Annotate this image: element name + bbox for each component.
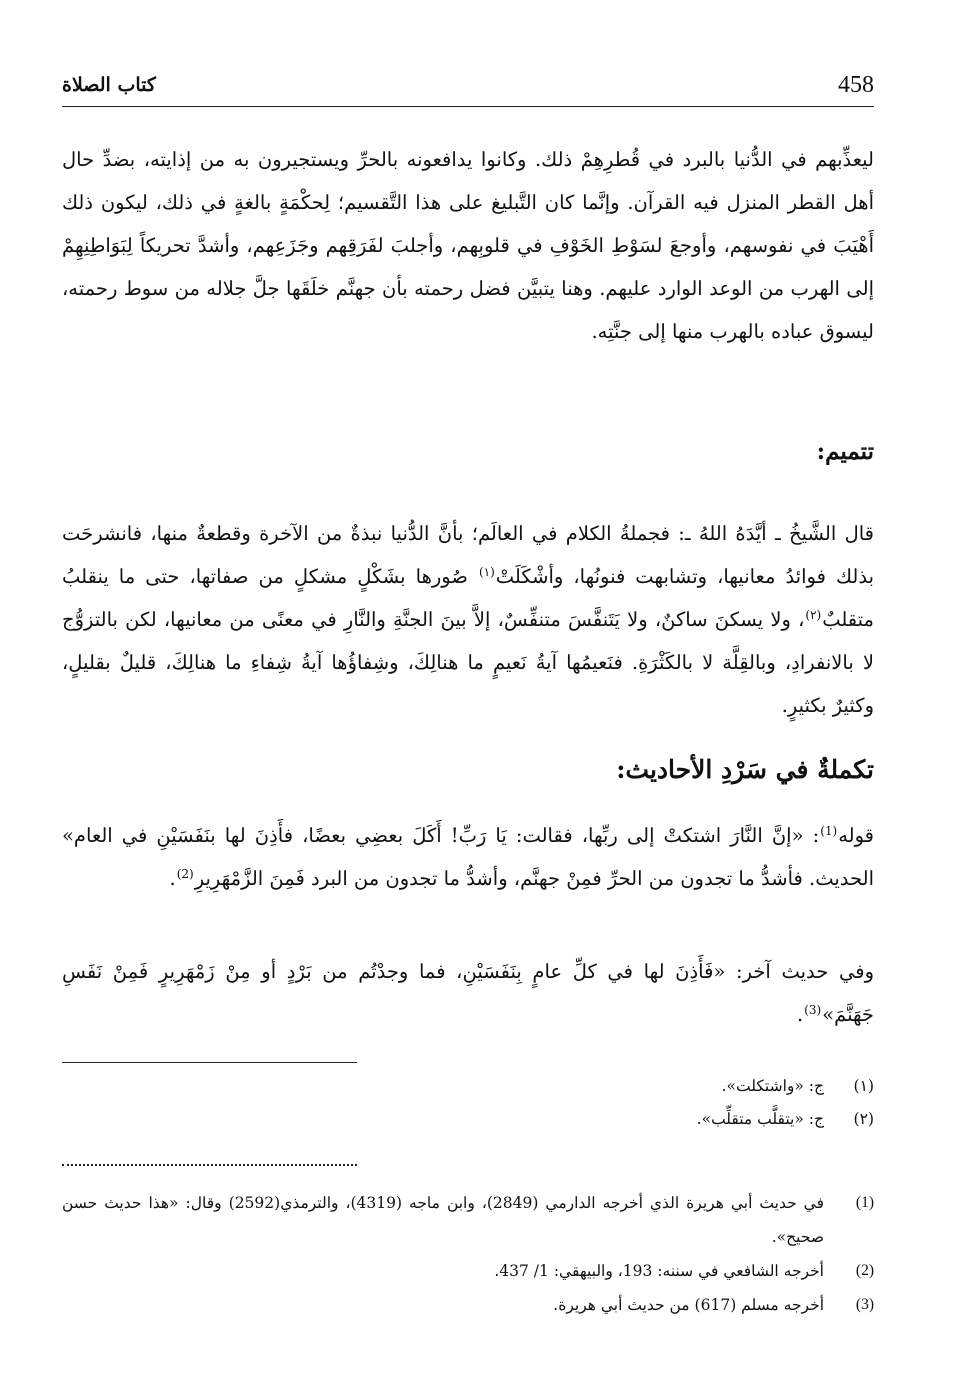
- book-page: [62, 62, 874, 1362]
- paragraph-3-part-1: قوله: [838, 824, 874, 847]
- paragraph-3-part-2: : «إنَّ النَّارَ اشتكتْ إلى ربِّها، فقالت: يَا رَبِّ! أَكَلَ بعضِي بعضًا، فأَذِنَ لها بنَفَسَيْنِ في العام» الحديث. فأشدُّ ما تجدون من الحرِّ فمِنْ جهنَّم، وأشدُّ ما تجدون من البرد فَمِنَ الزَّمْهَرِيرِ: [62, 824, 874, 890]
- editor-footnotes: [62, 1070, 874, 1136]
- footnote-ref-takhrij-2[interactable]: (2): [176, 866, 194, 881]
- footnote-text: ج: «واشتكلت».: [721, 1077, 824, 1095]
- paragraph-3-text: [62, 814, 874, 900]
- footnote-text: في حديث أبي هريرة الذي أخرجه الدارمي (2849)، وابن ماجه (4319)، والترمذي(2592) وقال: «هذا حديث حسن صحيح».: [62, 1194, 824, 1246]
- header-rule: [62, 106, 874, 107]
- paragraph-1: [62, 138, 874, 353]
- footnote-ref-takhrij-1[interactable]: (1): [820, 823, 838, 838]
- footnote-text: أخرجه مسلم (617) من حديث أبي هريرة.: [553, 1296, 824, 1314]
- heading-tatmim: تتميم:: [816, 438, 874, 465]
- footnote-number: (3): [855, 1296, 874, 1313]
- takhrij-footnote: [62, 1288, 874, 1322]
- footnote-ref-editor-2[interactable]: (٢): [805, 607, 822, 622]
- paragraph-4-part-1: وفي حديث آخر: «فَأَذِنَ لها في كلِّ عامٍ بِنَفَسَيْنِ، فما وجدْتُم من بَرْدٍ أو مِنْ زَمْهَرِيرٍ فَمِنْ نَفَسِ جَهَنَّمَ»: [62, 960, 874, 1026]
- footnote-number: (١): [853, 1077, 874, 1095]
- paragraph-2-part-1: قال الشَّيخُ ـ أيَّدَهُ اللهُ ـ: فجملةُ الكلام في العالَم؛ بأنَّ الدُّنيا نبذةٌ من الآخرة وقطعةٌ منها، فانشرحَت بذلك فوائدُ معانيها، وتشابهت فنونُها، وأشْكَلَتْ: [62, 522, 874, 588]
- editor-footnote: [62, 1070, 874, 1103]
- running-title: كتاب الصلاة: [62, 74, 156, 96]
- paragraph-2-part-2: صُورها بشَكْلٍ مشكلٍ من صفاتها، حتى ما ينقلبُ متقلبٌ: [62, 565, 874, 631]
- editor-footnote: [62, 1103, 874, 1136]
- section-heading-takmila: [62, 750, 874, 790]
- paragraph-1-text: ليعذِّبهم في الدُّنيا بالبرد في قُطرِهِمْ ذلك. وكانوا يدافعونه بالحرِّ ويستجيرون به من إذايته، بضدِّ حال أهل القطر المنزل فيه القرآن. وإنَّما كان التَّبليغ على هذا التَّقسيم؛ لِحكْمَةٍ بالغةٍ في ذلك، ليكون ذلك أَهْيَبَ في نفوسهم، وأوجعَ لسَوْطِ الخَوْفِ في قلوبِهم، وأجلبَ لفَرَقِهم وجَزَعِهم، وأشدَّ تحريكاً لِبَوَاطِنِهِمْ إلى الهرب من الوعد الوارد عليهم. وهنا يتبيَّن فضل رحمته بأن جهنَّم خلَقَها جلَّ جلاله من سوط رحمته، ليسوق عباده بالهرب منها إلى جنَّتِه.: [62, 148, 874, 343]
- takhrij-footnote: [62, 1254, 874, 1288]
- page-number: 458: [838, 72, 874, 98]
- paragraph-3: [62, 814, 874, 900]
- paragraph-2-text: [62, 512, 874, 727]
- footnote-ref-editor-1[interactable]: (١): [478, 564, 495, 579]
- footnote-separator: [62, 1062, 357, 1063]
- section-heading-tatmim: [62, 432, 874, 472]
- footnote-text: ج: «يتقلَّب متقلِّب».: [696, 1110, 824, 1128]
- dotted-footnote-separator: [62, 1164, 357, 1166]
- paragraph-2-part-3: ، ولا يسكنَ ساكنٌ، ولا يَتَنفَّسَ متنفِّسٌ، إلاَّ بينَ الجنَّةِ والنَّارِ في معنًى من معانيها، لكن بالتزوُّج لا بالانفرادِ، وبالقِلَّة لا بالكَثْرَةِ. فنَعيمُها آيةُ نَعيمٍ ما هنالِكَ، وشِفاؤُها آيةُ شِفاءِ ما هنالِكَ، قليلٌ بقليلٍ، وكثيرٌ بكثيرٍ.: [62, 608, 874, 717]
- paragraph-3-part-3: .: [169, 867, 176, 890]
- paragraph-4: [62, 950, 874, 1036]
- takhrij-footnotes: [62, 1186, 874, 1322]
- footnote-text: أخرجه الشافعي في سننه: 193، والبيهقي: 1/ 437.: [494, 1262, 824, 1280]
- paragraph-4-part-2: .: [796, 1003, 804, 1026]
- takhrij-footnote: [62, 1186, 874, 1254]
- heading-takmila: تكملةٌ في سَرْدِ الأحاديث:: [616, 755, 874, 784]
- page-header: [62, 62, 874, 98]
- footnote-number: (1): [855, 1194, 874, 1211]
- footnote-ref-takhrij-3[interactable]: (3): [804, 1002, 822, 1017]
- paragraph-2: [62, 512, 874, 727]
- footnote-number: (٢): [853, 1110, 874, 1128]
- footnote-number: (2): [855, 1262, 874, 1279]
- paragraph-4-text: [62, 950, 874, 1036]
